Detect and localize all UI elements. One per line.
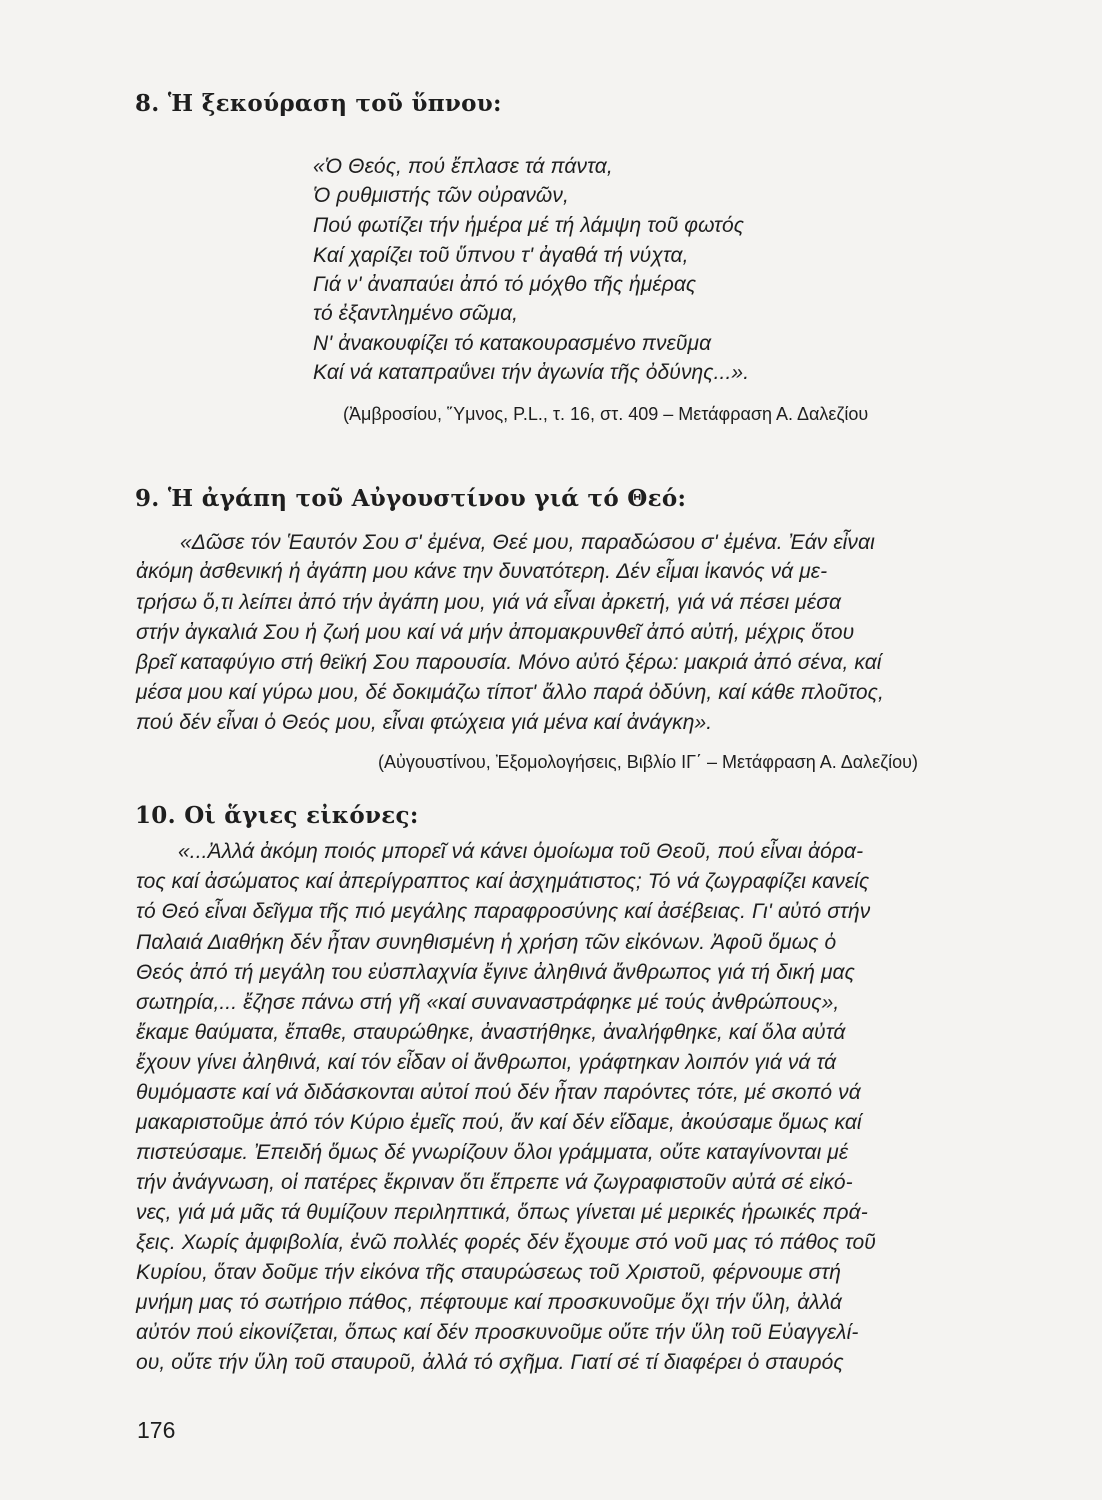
quote-line: «...Ἀλλά ἀκόμη ποιός μπορεῖ νά κάνει ὁμοίωμα τοῦ Θεοῦ, πού εἶναι ἀόρα- [178,840,864,863]
quote-line: πού δέν εἶναι ὁ Θεός μου, εἶναι φτώχεια γιά μένα καί ἀνάγκη». [136,711,713,734]
quote-line: τρήσω ὅ,τι λείπει ἀπό τήν ἀγάπη μου, γιά νά εἶναι ἀρκετή, γιά νά πέσει μέσα [136,591,842,614]
quote-line: θυμόμαστε καί νά διδάσκονται αὐτοί πού δέν ἦταν παρόντες τότε, μέ σκοπό νά [136,1081,861,1104]
section-9-heading: 9. Ἡ ἀγάπη τοῦ Αὐγουστίνου γιά τό Θεό: [135,485,687,512]
poem-line: Ὁ ρυθμιστής τῶν οὐρανῶν, [313,184,569,207]
quote-line: «Δῶσε τόν Ἑαυτόν Σου σ' ἐμένα, Θεέ μου, παραδώσου σ' ἐμένα. Ἐάν εἶναι [180,531,875,554]
quote-line: μνήμη μας τό σωτήριο πάθος, πέφτουμε καί προσκυνοῦμε ὄχι τήν ὕλη, ἀλλά [136,1291,842,1314]
quote-line: τήν ἀνάγνωση, οἱ πατέρες ἔκριναν ὅτι ἔπρεπε νά ζωγραφιστοῦν αὐτά σέ εἰκό- [136,1171,853,1194]
quote-line: τό Θεό εἶναι δεῖγμα τῆς πιό μεγάλης παραφροσύνης καί ἀσέβειας. Γι' αὐτό στήν [136,900,871,923]
quote-line: μακαριστοῦμε ἀπό τόν Κύριο ἐμεῖς πού, ἄν καί δέν εἴδαμε, ἀκούσαμε ὅμως καί [136,1111,862,1134]
quote-line: αὐτόν πού εἰκονίζεται, ὅπως καί δέν προσκυνοῦμε οὔτε τήν ὕλη τοῦ Εὐαγγελί- [136,1321,859,1344]
section-10-heading: 10. Οἱ ἅγιες εἰκόνες: [135,802,419,829]
section-8-citation: (Ἀμβροσίου, Ὕμνος, P.L., τ. 16, στ. 409 – Μετάφραση Α. Δαλεζίου [343,404,869,424]
quote-line: Παλαιά Διαθήκη δέν ἦταν συνηθισμένη ἡ χρήση τῶν εἰκόνων. Ἀφοῦ ὅμως ὁ [136,931,837,954]
poem-line: Πού φωτίζει τήν ἡμέρα μέ τή λάμψη τοῦ φωτός [313,214,745,237]
quote-line: ἔκαμε θαύματα, ἔπαθε, σταυρώθηκε, ἀναστήθηκε, ἀναλήφθηκε, καί ὅλα αὐτά [136,1021,846,1044]
page-number: 176 [137,1417,176,1443]
quote-line: Θεός ἀπό τή μεγάλη του εὐσπλαχνία ἔγινε ἀληθινά ἄνθρωπος γιά τή δική μας [136,961,855,984]
poem-line: τό ἐξαντλημένο σῶμα, [313,302,519,325]
quote-line: ἀκόμη ἀσθενική ἡ ἀγάπη μου κάνε την δυνατότερη. Δέν εἶμαι ἱκανός νά με- [136,560,828,583]
quote-line: νες, γιά μά μᾶς τά θυμίζουν περιληπτικά, ὅπως γίνεται μέ μερικές ἡρωικές πρά- [136,1201,868,1224]
quote-line: μέσα μου καί γύρω μου, δέ δοκιμάζω τίποτ' ἄλλο παρά ὀδύνη, καί κάθε πλοῦτος, [136,681,884,704]
poem-line: Καί νά καταπραΰνει τήν ἀγωνία τῆς ὀδύνης...». [313,361,750,384]
quote-line: Κυρίου, ὅταν δοῦμε τήν εἰκόνα τῆς σταυρώσεως τοῦ Χριστοῦ, φέρνουμε στή [136,1261,841,1284]
quote-line: πιστεύσαμε. Ἐπειδή ὅμως δέ γνωρίζουν ὅλοι γράμματα, οὔτε καταγίνονται μέ [136,1141,849,1164]
quote-line: ξεις. Χωρίς ἀμφιβολία, ἐνῶ πολλές φορές δέν ἔχουμε στό νοῦ μας τό πάθος τοῦ [136,1231,876,1254]
quote-line: βρεῖ καταφύγιο στή θεϊκή Σου παρουσία. Μόνο αὐτό ξέρω: μακριά ἀπό σένα, καί [136,651,882,674]
quote-line: τος καί ἀσώματος καί ἀπερίγραπτος καί ἀσχημάτιστος; Τό νά ζωγραφίζει κανείς [136,870,870,893]
section-9-citation: (Αὐγουστίνου, Ἐξομολογήσεις, Βιβλίο ΙΓ΄ – Μετάφραση Α. Δαλεζίου) [378,752,918,772]
quote-line: σωτηρία,... ἔζησε πάνω στή γῆ «καί συναναστράφηκε μέ τούς ἀνθρώπους», [136,991,840,1014]
poem-line: «Ὁ Θεός, πού ἔπλασε τά πάντα, [313,155,613,178]
poem-line: Ν' ἀνακουφίζει τό κατακουρασμένο πνεῦμα [313,332,712,355]
quote-line: στήν ἀγκαλιά Σου ἡ ζωή μου καί νά μήν ἀπομακρυνθεῖ ἀπό αὐτή, μέχρις ὅτου [136,621,855,644]
section-8-heading: 8. Ἡ ξεκούραση τοῦ ὕπνου: [135,90,502,117]
quote-line: ἔχουν γίνει ἀληθινά, καί τόν εἶδαν οἱ ἄνθρωποι, γράφτηκαν λοιπόν γιά νά τά [136,1051,837,1074]
poem-line: Καί χαρίζει τοῦ ὕπνου τ' ἀγαθά τή νύχτα, [313,244,689,267]
quote-line: ου, οὔτε τήν ὕλη τοῦ σταυροῦ, ἀλλά τό σχῆμα. Γιατί σέ τί διαφέρει ὁ σταυρός [136,1351,844,1374]
poem-line: Γιά ν' ἀναπαύει ἀπό τό μόχθο τῆς ἡμέρας [313,273,697,296]
